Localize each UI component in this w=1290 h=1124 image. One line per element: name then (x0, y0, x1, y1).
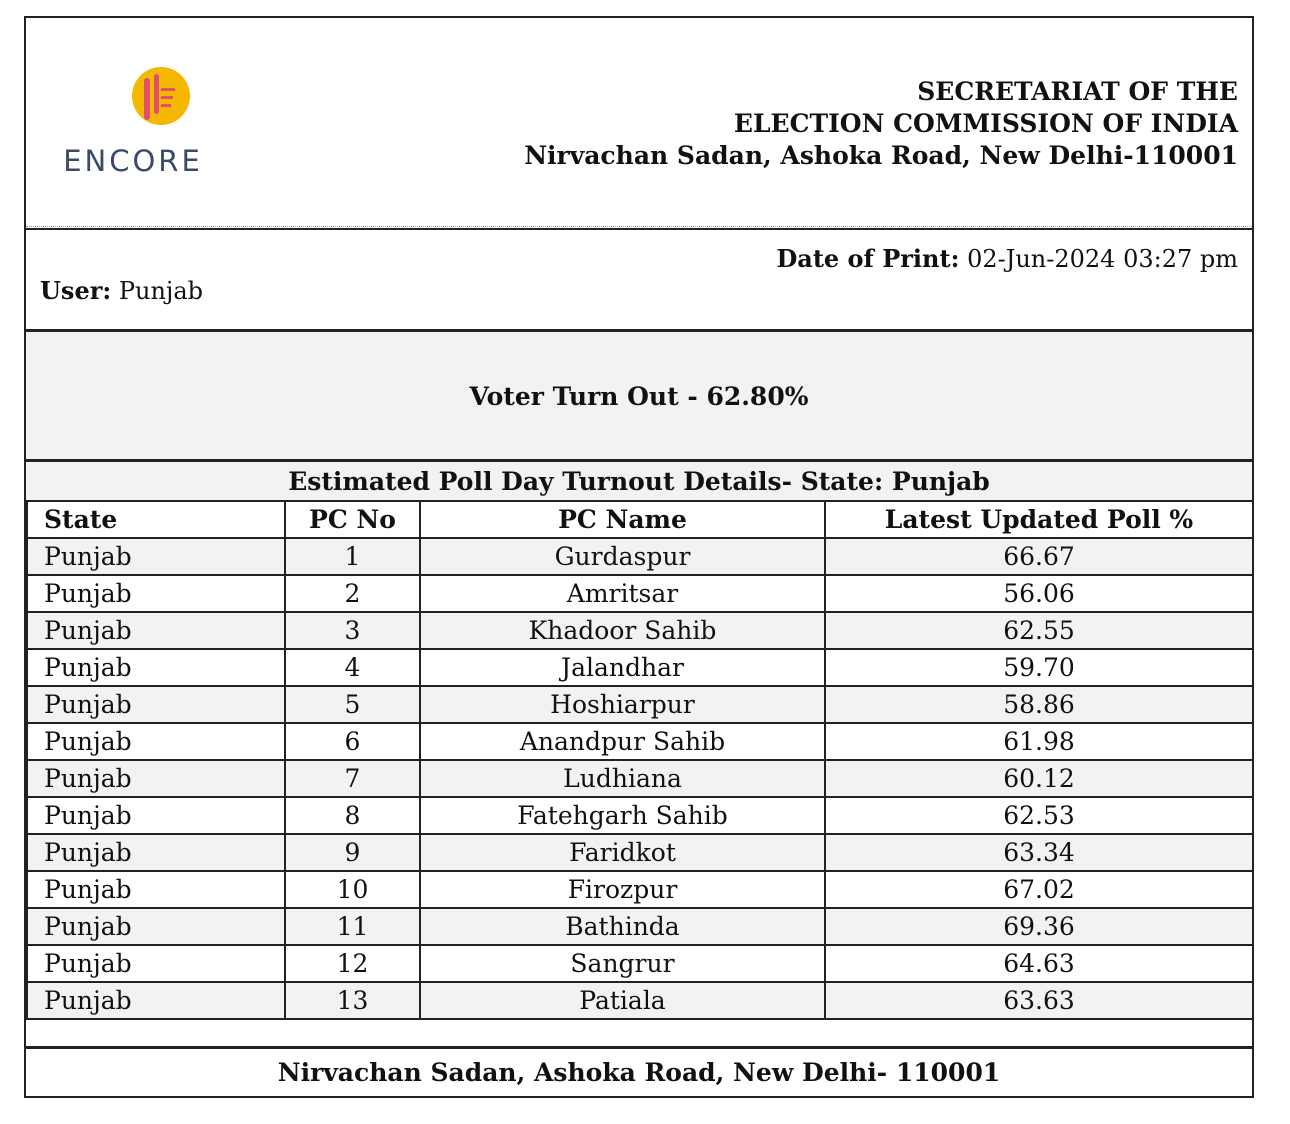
cell-poll-percent: 61.98 (825, 723, 1253, 760)
print-date (776, 244, 1238, 273)
cell-pc-no: 5 (285, 686, 420, 723)
cell-state: Punjab (27, 649, 285, 686)
table-row (27, 908, 1253, 945)
cell-poll-percent: 60.12 (825, 760, 1253, 797)
cell-pc-no: 10 (285, 871, 420, 908)
user-info (40, 276, 203, 305)
col-header-pc-name: PC Name (420, 501, 825, 538)
cell-pc-no: 8 (285, 797, 420, 834)
cell-poll-percent: 66.67 (825, 538, 1253, 575)
cell-state: Punjab (27, 723, 285, 760)
cell-state: Punjab (27, 945, 285, 982)
cell-pc-name: Khadoor Sahib (420, 612, 825, 649)
report-header (26, 18, 1252, 228)
cell-pc-name: Hoshiarpur (420, 686, 825, 723)
col-header-pc-no: PC No (285, 501, 420, 538)
cell-pc-name: Jalandhar (420, 649, 825, 686)
cell-state: Punjab (27, 871, 285, 908)
table-row (27, 797, 1253, 834)
footer-address: Nirvachan Sadan, Ashoka Road, New Delhi- 110001 (26, 1046, 1252, 1096)
cell-pc-name: Bathinda (420, 908, 825, 945)
cell-poll-percent: 62.55 (825, 612, 1253, 649)
table-row (27, 982, 1253, 1019)
cell-pc-no: 9 (285, 834, 420, 871)
cell-pc-name: Fatehgarh Sahib (420, 797, 825, 834)
cell-pc-no: 3 (285, 612, 420, 649)
meta-row (26, 230, 1252, 330)
table-row (27, 834, 1253, 871)
cell-state: Punjab (27, 538, 285, 575)
cell-poll-percent: 63.34 (825, 834, 1253, 871)
encore-logo-text: ENCORE (63, 144, 203, 178)
cell-pc-no: 11 (285, 908, 420, 945)
voter-turnout-banner: Voter Turn Out - 62.80% (26, 332, 1252, 460)
table-row (27, 649, 1253, 686)
table-row (27, 760, 1253, 797)
cell-poll-percent: 56.06 (825, 575, 1253, 612)
cell-poll-percent: 69.36 (825, 908, 1253, 945)
table-row (27, 612, 1253, 649)
user-label: User: (40, 276, 112, 305)
encore-logo-icon (58, 66, 208, 140)
cell-pc-name: Amritsar (420, 575, 825, 612)
table-row (27, 871, 1253, 908)
table-row (27, 686, 1253, 723)
user-value: Punjab (118, 277, 204, 305)
cell-poll-percent: 59.70 (825, 649, 1253, 686)
table-row (27, 945, 1253, 982)
cell-state: Punjab (27, 686, 285, 723)
cell-pc-name: Ludhiana (420, 760, 825, 797)
cell-pc-no: 4 (285, 649, 420, 686)
encore-logo (58, 66, 208, 176)
cell-state: Punjab (27, 982, 285, 1019)
cell-pc-name: Anandpur Sahib (420, 723, 825, 760)
turnout-table (26, 500, 1254, 1020)
cell-pc-no: 6 (285, 723, 420, 760)
cell-pc-no: 13 (285, 982, 420, 1019)
cell-poll-percent: 62.53 (825, 797, 1253, 834)
cell-state: Punjab (27, 797, 285, 834)
table-header-row (27, 501, 1253, 538)
organization-block (524, 76, 1238, 172)
cell-state: Punjab (27, 575, 285, 612)
col-header-state: State (27, 501, 285, 538)
cell-pc-name: Firozpur (420, 871, 825, 908)
col-header-poll-percent: Latest Updated Poll % (825, 501, 1253, 538)
org-address: Nirvachan Sadan, Ashoka Road, New Delhi-110001 (524, 141, 1238, 170)
cell-pc-no: 12 (285, 945, 420, 982)
cell-poll-percent: 64.63 (825, 945, 1253, 982)
org-line-2: ELECTION COMMISSION OF INDIA (733, 109, 1238, 138)
table-row (27, 575, 1253, 612)
cell-pc-name: Patiala (420, 982, 825, 1019)
cell-pc-no: 2 (285, 575, 420, 612)
cell-state: Punjab (27, 760, 285, 797)
org-line-1: SECRETARIAT OF THE (917, 77, 1238, 106)
cell-pc-no: 1 (285, 538, 420, 575)
table-title: Estimated Poll Day Turnout Details- State: Punjab (26, 462, 1252, 500)
table-row (27, 538, 1253, 575)
cell-pc-name: Sangrur (420, 945, 825, 982)
cell-poll-percent: 58.86 (825, 686, 1253, 723)
cell-pc-name: Faridkot (420, 834, 825, 871)
cell-pc-name: Gurdaspur (420, 538, 825, 575)
report-frame (24, 16, 1254, 1098)
cell-state: Punjab (27, 908, 285, 945)
cell-poll-percent: 63.63 (825, 982, 1253, 1019)
date-label: Date of Print: (776, 244, 960, 273)
cell-pc-no: 7 (285, 760, 420, 797)
cell-state: Punjab (27, 612, 285, 649)
cell-poll-percent: 67.02 (825, 871, 1253, 908)
table-row (27, 723, 1253, 760)
cell-state: Punjab (27, 834, 285, 871)
date-value: 02-Jun-2024 03:27 pm (967, 245, 1238, 273)
